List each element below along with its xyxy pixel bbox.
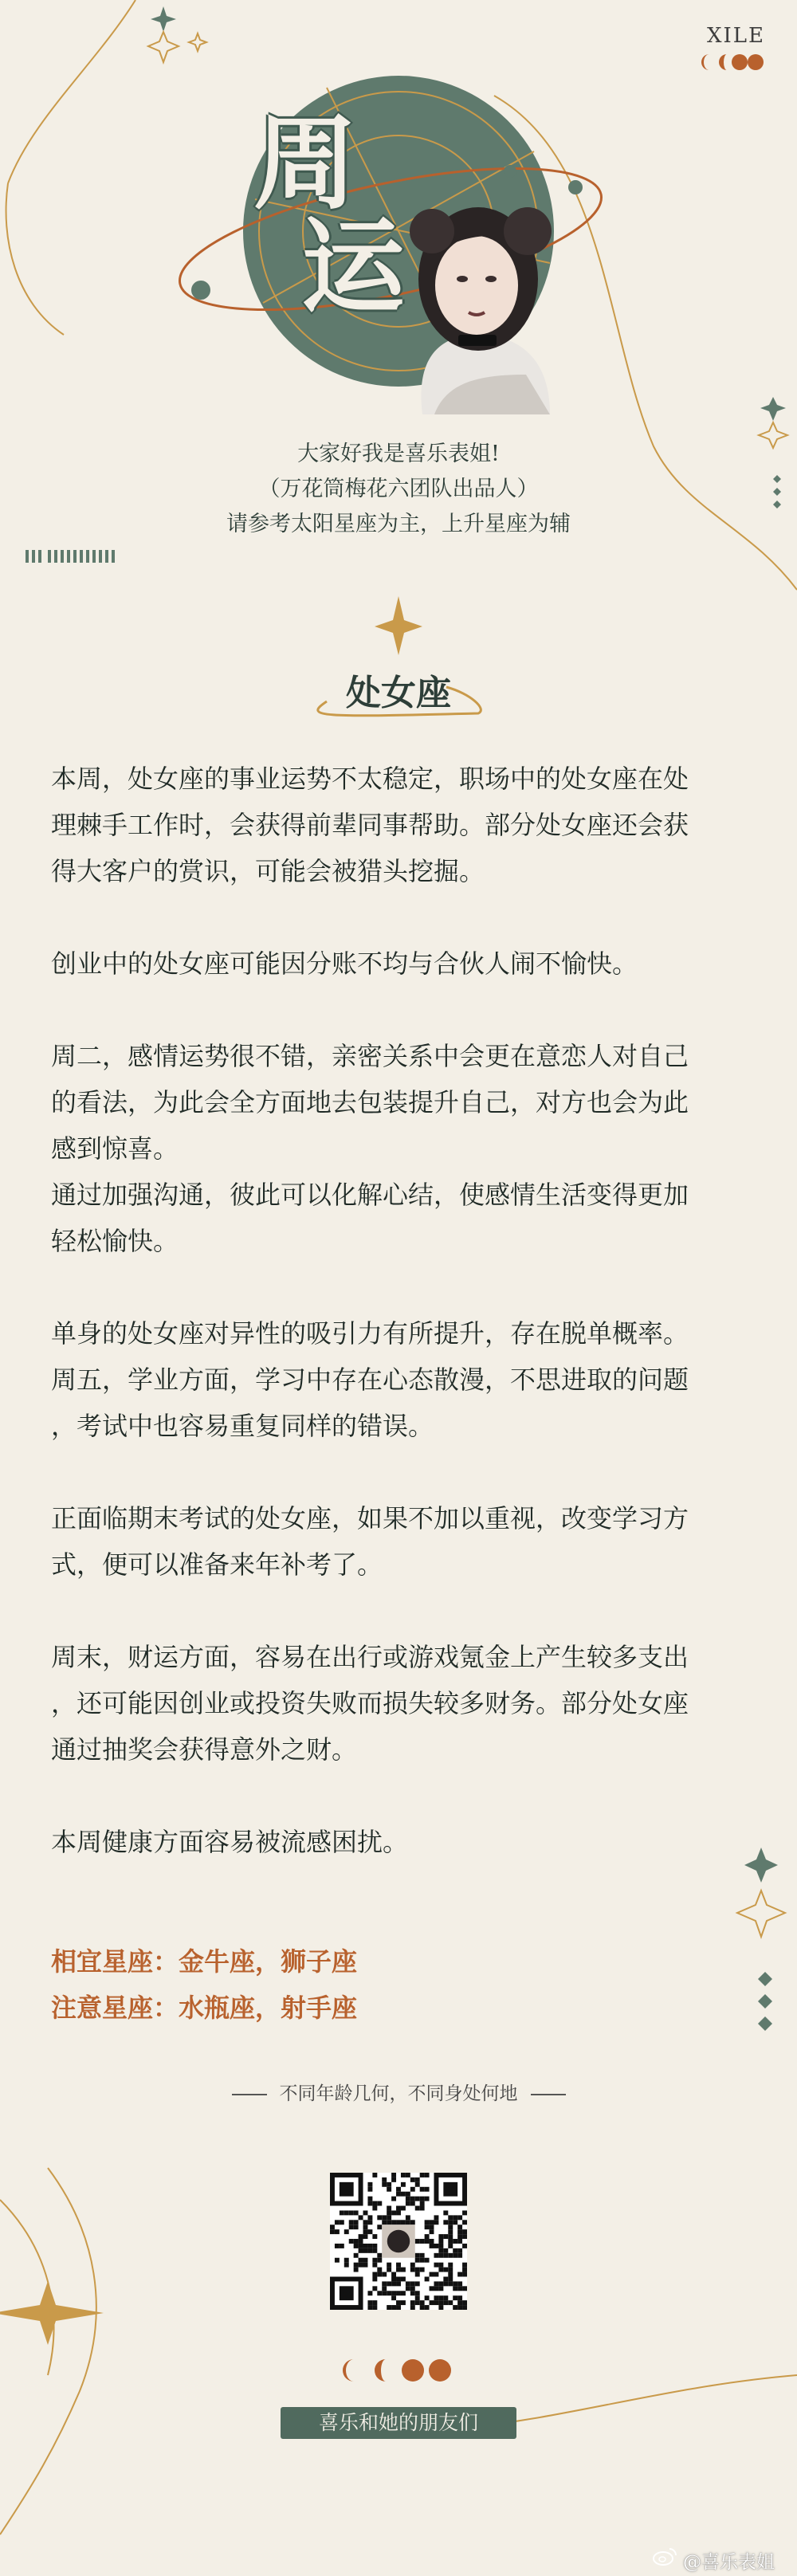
text-line: 创业中的处女座可能因分账不均与合伙人闹不愉快。 <box>51 948 638 979</box>
gold-curve <box>0 2168 96 2535</box>
text-line: 得大客户的赏识，可能会被猎头挖掘。 <box>51 856 485 886</box>
intro-line: （万花筒梅花六团队出品人） <box>258 477 539 501</box>
sign-heading <box>319 658 478 721</box>
forecast-body <box>51 756 752 1865</box>
barcode-ornament <box>26 548 118 564</box>
sparkle-icon <box>0 2281 104 2345</box>
divider <box>232 2094 267 2095</box>
sparkle-icon <box>375 596 422 655</box>
brand-name: XILE <box>706 24 765 48</box>
compatibility-block <box>51 1938 357 2031</box>
text-line: 轻松愉快。 <box>51 1226 179 1256</box>
intro-line: 请参考太阳星座为主，上升星座为辅 <box>226 512 571 536</box>
footer-label: 喜乐和她的朋友们 <box>281 2407 516 2439</box>
hero-title <box>253 103 445 351</box>
text-line: 理棘手工作时，会获得前辈同事帮助。部分处女座还会获 <box>51 810 689 840</box>
compatible-signs: 相宜星座：金牛座，狮子座 <box>51 1946 358 1977</box>
text-line: 周末，财运方面，容易在出行或游戏氪金上产生较多支出 <box>51 1642 689 1672</box>
paragraph-love <box>51 1033 752 1264</box>
weibo-icon <box>652 2546 677 2566</box>
text-line: 通过抽奖会获得意外之财。 <box>51 1734 358 1765</box>
text-line: 正面临期末考试的处女座，如果不加以重视，改变学习方 <box>51 1503 689 1533</box>
watermark: @喜乐表姐 <box>683 2552 775 2573</box>
paragraph-exam <box>51 1495 752 1588</box>
caution-signs: 注意星座：水瓶座，射手座 <box>51 1993 358 2023</box>
text-line: ，还可能因创业或投资失败而损失较多财务。部分处女座 <box>51 1688 689 1718</box>
qr-code[interactable] <box>330 2173 467 2310</box>
text-line: 感到惊喜。 <box>51 1133 179 1164</box>
paragraph-wealth <box>51 1634 752 1773</box>
sign-title: 处女座 <box>346 673 451 713</box>
text-line: 周二，感情运势很不错，亲密关系中会更在意恋人对自己 <box>51 1041 689 1071</box>
text-line: 的看法，为此会全方面地去包装提升自己，对方也会为此 <box>51 1087 689 1117</box>
slogan-text: 不同年龄几何，不同身处何地 <box>279 2083 518 2104</box>
text-line: 单身的处女座对异性的吸引力有所提升，存在脱单概率。 <box>51 1318 689 1349</box>
text-line: ，考试中也容易重复同样的错误。 <box>51 1411 434 1441</box>
hero-title-char: 运 <box>301 206 406 328</box>
sparkle-icon <box>151 6 176 32</box>
text-line: 本周，处女座的事业运势不太稳定，职场中的处女座在处 <box>51 764 689 794</box>
moon-phases-icon <box>343 2359 451 2382</box>
intro-block <box>0 437 797 542</box>
gold-curve <box>6 183 64 335</box>
qr-avatar-face <box>387 2230 410 2252</box>
text-line: 本周健康方面容易被流感困扰。 <box>51 1827 409 1857</box>
divider <box>531 2094 566 2095</box>
text-line: 通过加强沟通，彼此可以化解心结，使感情生活变得更加 <box>51 1180 689 1210</box>
text-line: 周五，学业方面，学习中存在心态散漫，不思进取的问题 <box>51 1365 689 1395</box>
sparkle-outline-icon <box>148 32 206 62</box>
paragraph-study <box>51 1310 752 1449</box>
diamond-icon <box>758 1972 772 2031</box>
paragraph-health <box>51 1819 752 1865</box>
moon-phases-icon <box>698 53 765 72</box>
intro-line: 大家好我是喜乐表姐! <box>297 442 500 466</box>
hero-title-char: 周 <box>253 103 358 224</box>
sparkle-outline-icon <box>737 1891 785 1937</box>
gold-curve <box>8 0 135 183</box>
paragraph-career <box>51 756 752 894</box>
paragraph-business <box>51 940 752 987</box>
slogan <box>0 2079 797 2105</box>
text-line: 式，便可以准备来年补考了。 <box>51 1549 383 1580</box>
